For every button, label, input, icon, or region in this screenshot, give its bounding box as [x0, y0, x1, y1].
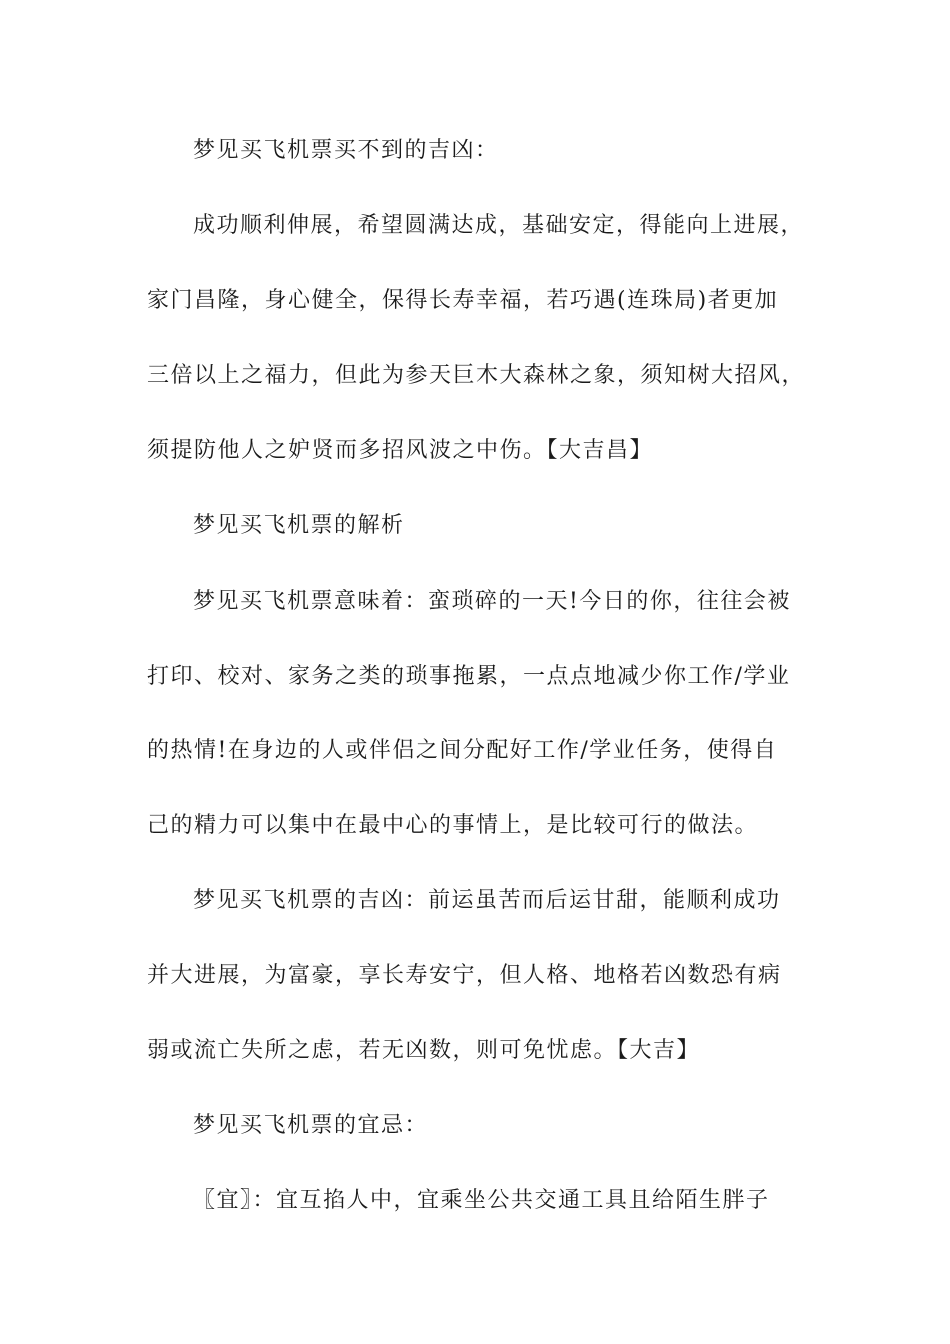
paragraph-line: 梦见买飞机票的吉凶：前运虽苦而后运甘甜，能顺利成功	[193, 888, 781, 913]
section-heading-analysis: 梦见买飞机票的解析	[193, 513, 405, 538]
paragraph-line: 打印、校对、家务之类的琐事拖累，一点点地减少你工作/学业	[147, 664, 791, 689]
paragraph-line: 须提防他人之妒贤而多招风波之中伤。【大吉昌】	[147, 438, 654, 463]
paragraph-line: 〖宜〗：宜互掐人中，宜乘坐公共交通工具且给陌生胖子	[193, 1188, 770, 1213]
section-heading-dos-donts: 梦见买飞机票的宜忌：	[193, 1113, 429, 1138]
section-heading-fortune-not-bought: 梦见买飞机票买不到的吉凶：	[193, 138, 499, 163]
paragraph-line: 的热情!在身边的人或伴侣之间分配好工作/学业任务，使得自	[147, 738, 778, 763]
paragraph-line: 三倍以上之福力，但此为参天巨木大森林之象，须知树大招风，	[147, 363, 806, 388]
paragraph-line: 并大进展，为富豪，享长寿安宁，但人格、地格若凶数恐有病	[147, 963, 782, 988]
paragraph-line: 家门昌隆，身心健全，保得长寿幸福，若巧遇(连珠局)者更加	[147, 288, 779, 313]
paragraph-line: 己的精力可以集中在最中心的事情上，是比较可行的做法。	[147, 813, 759, 838]
paragraph-line: 成功顺利伸展，希望圆满达成，基础安定，得能向上进展，	[193, 213, 805, 238]
paragraph-line: 梦见买飞机票意味着：蛮琐碎的一天!今日的你，往往会被	[193, 589, 791, 614]
paragraph-line: 弱或流亡失所之虑，若无凶数，则可免忧虑。【大吉】	[147, 1038, 701, 1063]
